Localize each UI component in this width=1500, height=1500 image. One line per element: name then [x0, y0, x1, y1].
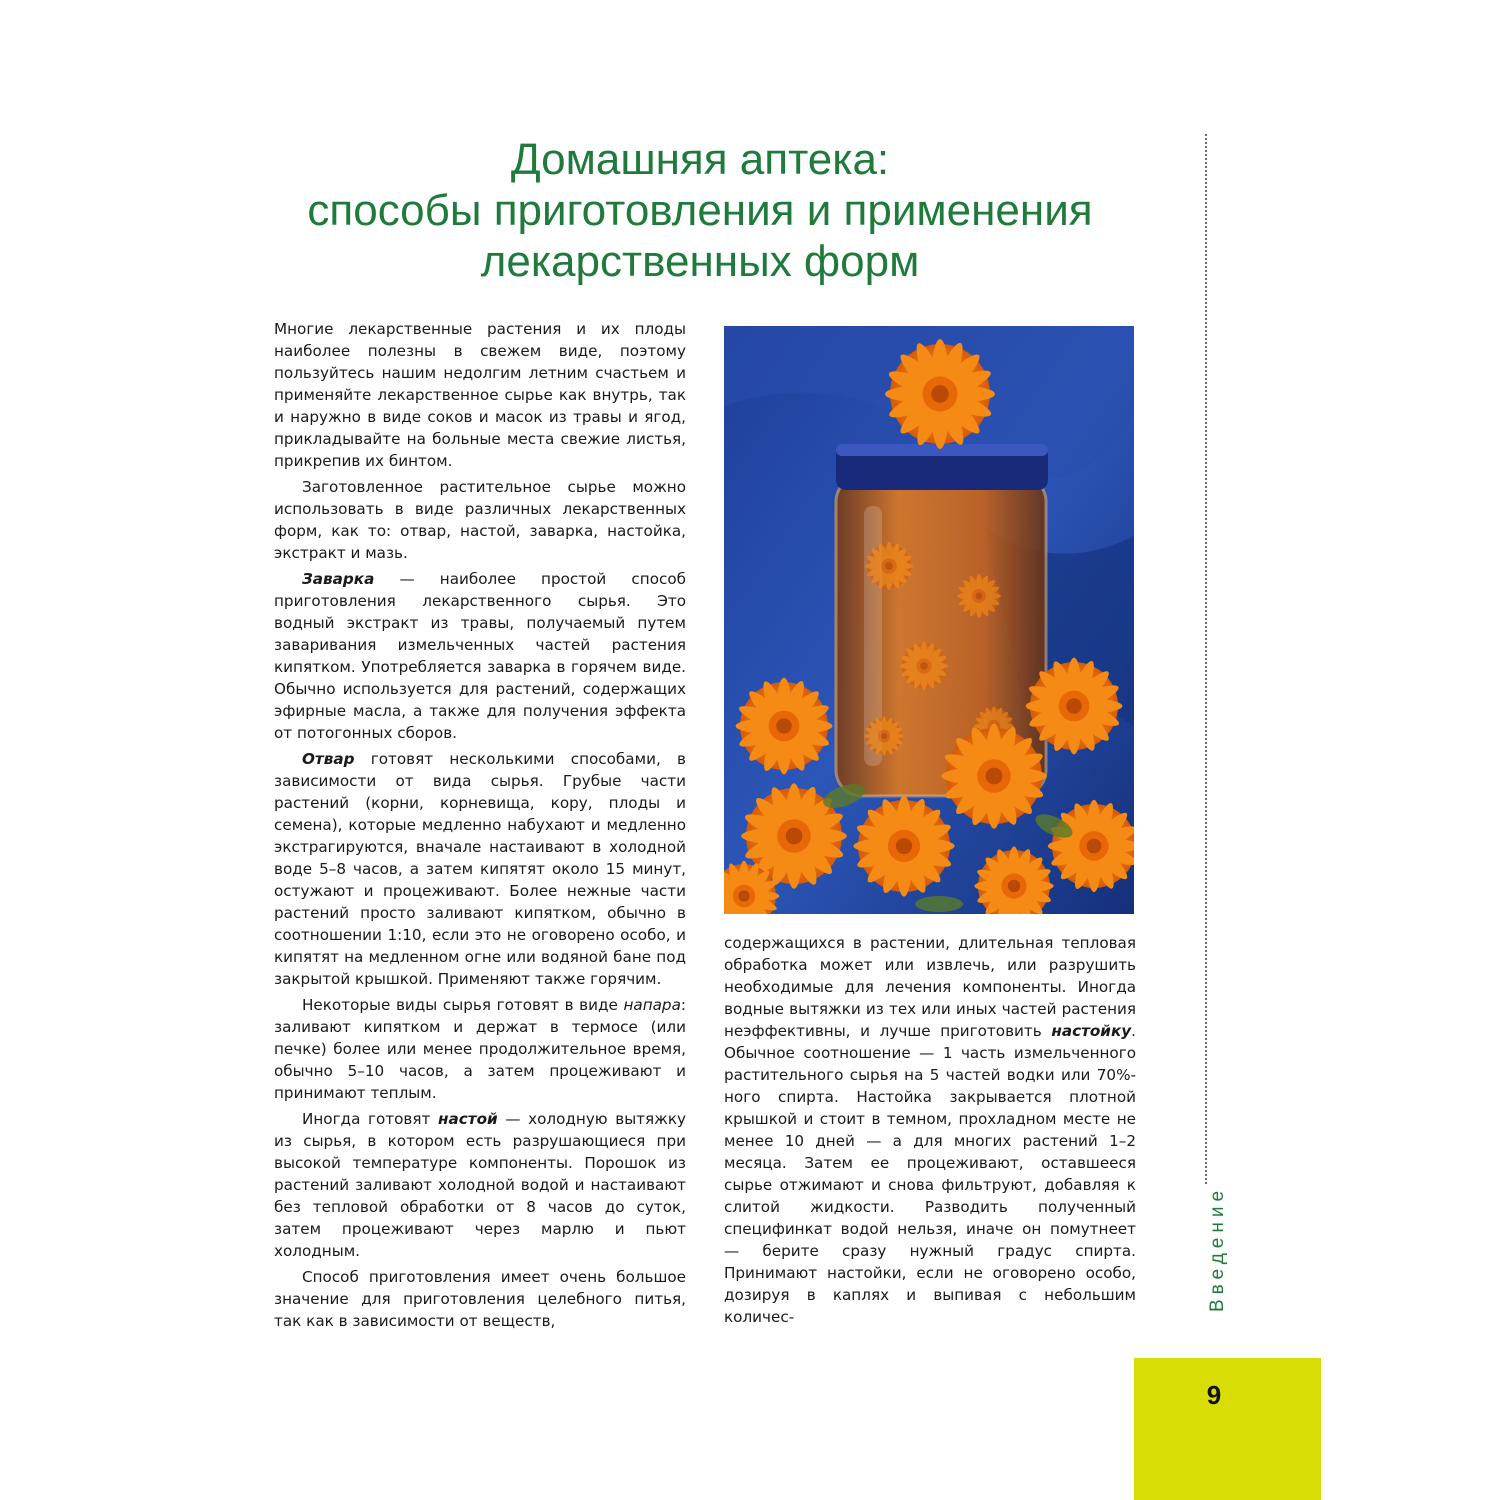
- section-label: Введение: [1207, 1185, 1228, 1312]
- paragraph-forms: Заготовленное растительное сырье можно использовать в виде различных лекарственных форм, как то: отвар, настой, заварка, настойка, экстракт и мазь.: [274, 478, 686, 562]
- otvar-text: готовят несколькими способами, в зависимости от вида сырья. Грубые части растений (корни, корневища, кору, плоды и семена), которые медленно набухают и медленно экстрагируются, вначале настаивают в холодной воде 5–8 часов, а затем кипятят около 15 минут, остужают и процеживают. Более нежные части растений просто заливают кипятком, обычно в соотношении 1:10, если это не оговорено особо, и кипятят на медленном огне или водяной бане под закрытой крышкой. Применяют также горячим.: [274, 750, 686, 988]
- paragraph-nastoyka: [724, 932, 1136, 1328]
- margin-dotted-rule: [1205, 134, 1207, 1184]
- term-nastoyka: настойку: [1051, 1022, 1132, 1040]
- title-line-2: способы приготовления и применения: [307, 186, 1093, 235]
- nastoy-text-a: Иногда готовят: [302, 1110, 439, 1128]
- paragraph-zavarka: [274, 568, 686, 744]
- paragraph-nastoy: [274, 1108, 686, 1262]
- paragraph-napar: [274, 994, 686, 1104]
- napar-text-b: : заливают кипятком и держат в термосе (или печке) более или менее продолжительное время, обычно 5–10 часов, а затем процеживают и принимают теплым.: [274, 996, 686, 1102]
- paragraph-intro: Многие лекарственные растения и их плоды наиболее полезны в свежем виде, поэтому пользуйтесь нашим недолгим летним счастьем и применяйте лекарственное сырье как внутрь, так и наружно в виде соков и масок из травы и ягод, прикладывайте на больные места свежие листья, прикрепив их бинтом.: [274, 320, 686, 470]
- right-text-column: [724, 932, 1136, 1332]
- napar-text-a: Некоторые виды сырья готовят в виде: [302, 996, 624, 1014]
- nastoyka-text-a: содержащихся в растении, длительная тепловая обработка может или извлечь, или разрушить необходимые для лечения компоненты. Иногда водные вытяжки из тех или иных частей растения неэффективны, и лучше приготовить: [724, 934, 1136, 1040]
- calendula-jar-photo: [724, 326, 1134, 914]
- left-text-column: [274, 318, 686, 1336]
- nastoy-text-b: — холодную вытяжку из сырья, в котором есть разрушающиеся при высокой температуре компоненты. Порошок из растений заливают холодной водой и настаивают без тепловой обработки от 8 часов до суток, затем процеживают через марлю и пьют холодным.: [274, 1110, 687, 1260]
- page-title: [250, 134, 1150, 287]
- paragraph-otvar: [274, 748, 686, 990]
- term-nastoy: настой: [438, 1110, 498, 1128]
- term-napar: напара: [623, 996, 681, 1014]
- page-number: 9: [1206, 1380, 1222, 1410]
- title-line-3: лекарственных форм: [480, 237, 920, 286]
- title-line-1: Домашняя аптека:: [510, 135, 890, 184]
- zavarka-text: — наиболее простой способ приготовления лекарственного сырья. Это водный экстракт из травы, получаемый путем заваривания измельченных частей растения кипятком. Употребляется заварка в горячем виде. Обычно используется для растений, содержащих эфирные масла, а также для получения эффекта от потогонных сборов.: [274, 570, 686, 742]
- page-number-box: [1134, 1358, 1321, 1500]
- paragraph-method: Способ приготовления имеет очень большое значение для приготовления целебного питья, так как в зависимости от веществ,: [274, 1268, 686, 1330]
- term-otvar: Отвар: [302, 750, 355, 768]
- nastoyka-text-b: . Обычное соотношение — 1 часть измельченного растительного сырья на 5 частей водки или 70%-ного спирта. Настойка закрывается плотной крышкой и стоит в темном, прохладном месте не менее 10 дней — а для многих растений 1–2 месяца. Затем ее процеживают, оставшееся сырье отжимают и снова фильтруют, добавляя к слитой жидкости. Разводить полученный специфинкат водой нельзя, иначе он помутнеет — берите сразу нужный градус спирта. Принимают настойки, если не оговорено особо, дозируя в каплях и выпивая с небольшим количес-: [724, 1022, 1136, 1326]
- term-zavarka: Заварка: [302, 570, 375, 588]
